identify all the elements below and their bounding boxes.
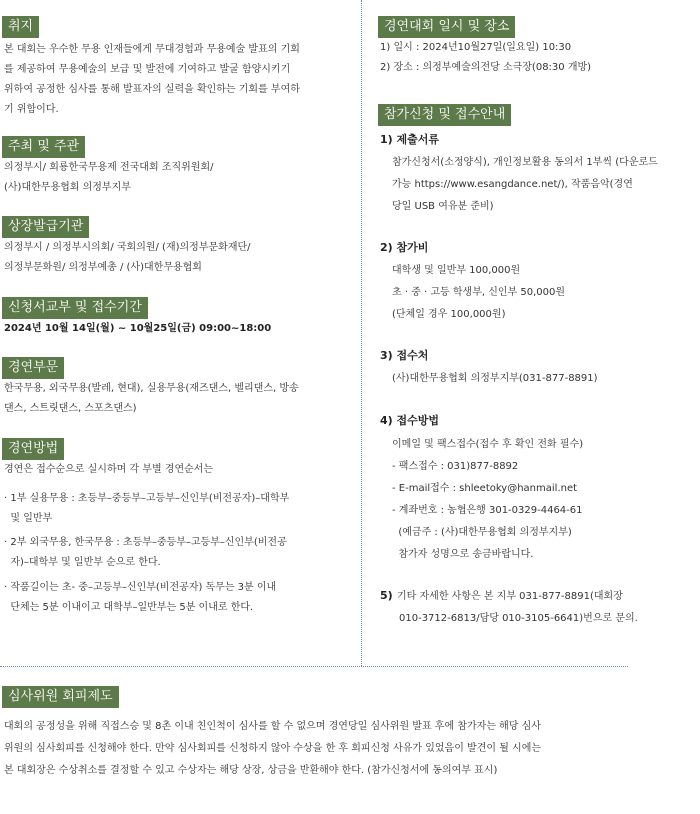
place-heading: 3) 접수처 [380,349,429,362]
method-bullet: · 2부 외국무용, 한국무용 : 초등부–중등부–고등부–신인부(비전공 자)–대학부 및 일반부 순으로 한다. [4,537,287,568]
etc-number: 5) [380,589,393,602]
docs-text: 참가신청서(소정양식), 개인정보활용 동의서 1부씩 (다운로드 가능 https://www.esangdance.net/), 작품음악(경연 당일 USB 여유분 준비) [392,157,658,212]
etc-text: 기타 자세한 사항은 본 지부 031-877-8891(대회장 010-3712-6813/담당 010-3105-6641)번으로 문의. [397,591,638,624]
purpose-text: 본 대회는 우수한 무용 인재들에게 무대경험과 무용예술 발표의 기회 를 제공하여 무용예술의 보급 및 발전에 기여하고 발굴 함양시키기 위하여 공정한 심사를 통해 발표자의 실력을 확인하는 기회를 부여하 기 위함이다. [4,44,300,115]
recusal-heading: 심사위원 회피제도 [2,686,119,708]
how-heading: 4) 접수방법 [380,414,440,427]
categories-text: 한국무용, 외국무용(발레, 현대), 실용무용(재즈댄스, 벨리댄스, 방송 댄스, 스트릿댄스, 스포츠댄스) [4,383,299,414]
period-text: 2024년 10월 14일(월) ~ 10월25일(금) 09:00~18:00 [4,323,272,334]
schedule-heading: 경연대회 일시 및 장소 [378,16,515,38]
awards-text: 의정부시 / 의정부시의회/ 국회의원/ (재)의정부문화재단/ 의정부문화원/ 의정부예총 / (사)대한무용협회 [4,242,251,273]
awards-heading: 상장발급기관 [2,216,89,238]
place-text: (사)대한무용협회 의정부지부(031-877-8891) [392,373,598,384]
schedule-text: 1) 일시 : 2024년10월27일(일요일) 10:30 2) 장소 : 의정부예술의전당 소극장(08:30 개방) [380,42,592,73]
period-heading: 신청서교부 및 접수기간 [2,297,148,319]
categories-heading: 경연부문 [2,357,64,379]
host-text: 의정부시/ 회룡한국무용제 전국대회 조직위원회/ (사)대한무용협회 의정부지부 [4,162,214,193]
purpose-heading: 취지 [2,16,39,38]
column-divider [361,0,362,666]
recusal-text: 대회의 공정성을 위해 직접스승 및 8촌 이내 친인척이 심사를 할 수 없으며 경연당일 심사위원 발표 후에 참가자는 해당 심사 위원의 심사회피를 신청해야 한다. 만약 심사회피를 신청하지 않아 수상을 한 후 회피신청 사유가 있었음이 발견이 될 시에는 본 대회장은 수상취소를 결정할 수 있고 수상자는 해당 상장, 상금을 반환해야 한다. (참가신청서에 동의여부 표시) [4,721,542,776]
docs-heading: 1) 제출서류 [380,133,440,146]
fee-text: 대학생 및 일반부 100,000원 초 · 중 · 고등 학생부, 신인부 50,000원 (단체일 경우 100,000원) [392,265,566,320]
method-bullet: · 1부 실용무용 : 초등부–중등부–고등부–신인부(비전공자)–대학부 및 일반부 [4,493,290,524]
method-bullet: · 작품길이는 초- 중–고등부–신인부(비전공자) 독무는 3분 이내 단체는 5분 이내이고 대학부–일반부는 5분 이내로 한다. [4,582,277,613]
application-heading: 참가신청 및 접수안내 [378,104,511,126]
method-intro: 경연은 접수순으로 실시하며 각 부별 경연순서는 [4,464,214,475]
how-text: 이메일 및 팩스접수(접수 후 확인 전화 필수) - 팩스접수 : 031)877-8892 - E-mail접수 : shleetoky@hanmail.net - 계좌번호 : 농협은행 301-0329-4464-61 (예금주 : (사)대한무용협회 의정부지부) 참가자 성명으로 송금바랍니다. [392,439,584,560]
fee-heading: 2) 참가비 [380,241,429,254]
section-divider [0,666,628,667]
host-heading: 주최 및 주관 [2,136,85,158]
method-heading: 경연방법 [2,438,64,460]
